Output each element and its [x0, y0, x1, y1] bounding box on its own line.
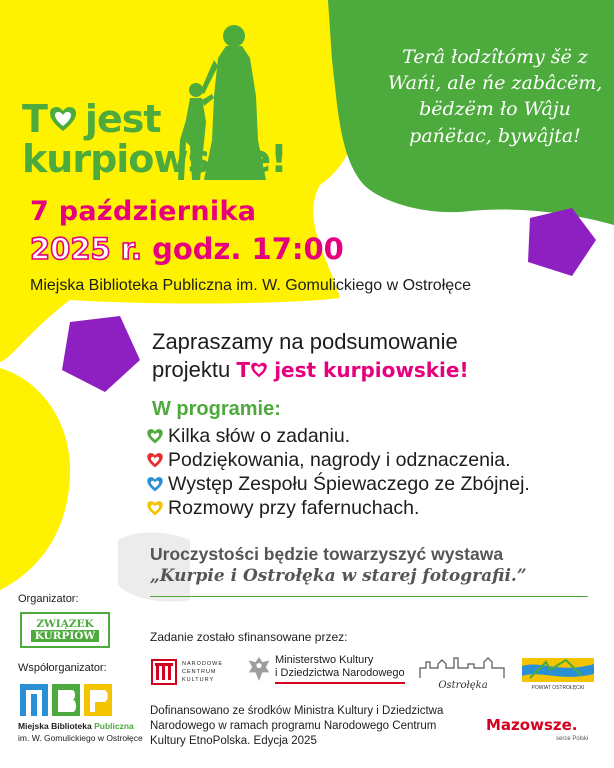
ministry-logo: [247, 654, 405, 684]
ostroleka-logo: [418, 656, 508, 690]
project-logo: [22, 97, 287, 181]
program-item-text: Podziękowania, nagrody i odznaczenia.: [168, 449, 511, 471]
ministry-underline: [275, 682, 405, 684]
ministry-line2: i Dziedzictwa Narodowego: [275, 667, 405, 679]
program-item-text: Rozmowy przy fafernuchach.: [168, 497, 420, 519]
program-item: [146, 424, 530, 448]
event-year-time: [30, 232, 344, 266]
mbp-caption-line2: im. W. Gomulickiego w Ostrołęce: [18, 733, 143, 743]
invitation-line1: Zapraszamy na podsumowanie: [152, 329, 458, 354]
ministry-line1: Ministerstwo Kultury: [275, 654, 374, 666]
event-year: 2025 r.: [30, 232, 142, 266]
exhibition-intro: Uroczystości będzie towarzyszyć wystawa: [150, 544, 504, 564]
nck-line: NARODOWE: [182, 661, 223, 667]
yellow-blob: [0, 0, 366, 362]
ostroleka-text: Ostrołęka: [438, 680, 488, 690]
kurpian-quote: Terâ łodzîtómy šë z Wańi, ale ńe zabâcëm, bëdzëm ło Wâju pańëtac, bywâjta!: [387, 46, 603, 147]
invitation-text: [152, 328, 469, 383]
heart-icon: [250, 361, 268, 379]
program-list: [146, 424, 530, 520]
heart-icon: [146, 452, 164, 468]
logo-word-jest: jest: [84, 97, 161, 141]
powiat-logo: [520, 656, 596, 690]
logo-word-kurpiowskie: kurpiowskie!: [22, 137, 287, 181]
powiat-text: POWIAT OSTROŁĘCKI: [531, 685, 585, 690]
program-item: [146, 496, 530, 520]
program-title: W programie:: [152, 398, 281, 420]
invitation-prefix: projektu: [152, 356, 231, 382]
mbp-caption: [18, 721, 134, 731]
funding-label: Zadanie zostało sfinansowane przez:: [150, 630, 348, 644]
heart-icon: [146, 428, 164, 444]
program-item-text: Kilka słów o zadaniu.: [168, 425, 351, 447]
program-item: [146, 448, 530, 472]
logo-letter-t: T: [22, 97, 47, 141]
event-date: 7 października: [30, 196, 257, 227]
nck-emblem-icon: [150, 658, 178, 686]
zk-logo-line1: ZWIĄZEK: [36, 618, 94, 630]
event-venue: Miejska Biblioteka Publiczna im. W. Gomulickiego w Ostrołęce: [30, 277, 472, 294]
organizer-label: Organizator:: [18, 593, 79, 605]
coorganizer-label: Współorganizator:: [18, 662, 107, 674]
mazowsze-logo: Mazowsze.: [486, 716, 578, 734]
yellow-blob-lower: [0, 368, 70, 590]
invitation-brand-t: T: [236, 357, 251, 382]
mbp-caption-a: Miejska Biblioteka: [18, 721, 92, 731]
nck-line: CENTRUM: [182, 669, 217, 675]
divider: [150, 596, 588, 597]
purple-shape-left: [62, 316, 140, 392]
invitation-line2: [152, 356, 469, 384]
heart-icon: [48, 104, 78, 134]
funding-text: Dofinansowano ze środków Ministra Kultury i Dziedzictwa Narodowego w ramach programu Narodowego Centrum Kultury EtnoPolska. Edycja 2025: [150, 705, 444, 747]
event-time: godz. 17:00: [152, 232, 344, 266]
program-item: [146, 472, 530, 496]
exhibition-title: „Kurpie i Ostrołęka w starej fotografii.”: [150, 566, 527, 586]
nck-logo: [150, 658, 223, 686]
mbp-logo: [20, 682, 115, 718]
heart-icon: [146, 500, 164, 516]
zk-logo-line2: KURPIÓW: [31, 630, 99, 642]
mazowsze-subtitle: serce Polski: [556, 736, 589, 742]
eagle-emblem-icon: [247, 654, 271, 684]
mbp-caption-b: Publiczna: [94, 721, 134, 731]
zwiazek-kurpiow-logo: [20, 612, 110, 648]
program-item-text: Występ Zespołu Śpiewaczego ze Zbójnej.: [168, 473, 530, 495]
nck-line: KULTURY: [182, 677, 215, 683]
invitation-brand: jest kurpiowskie!: [274, 357, 469, 382]
heart-icon: [146, 476, 164, 492]
